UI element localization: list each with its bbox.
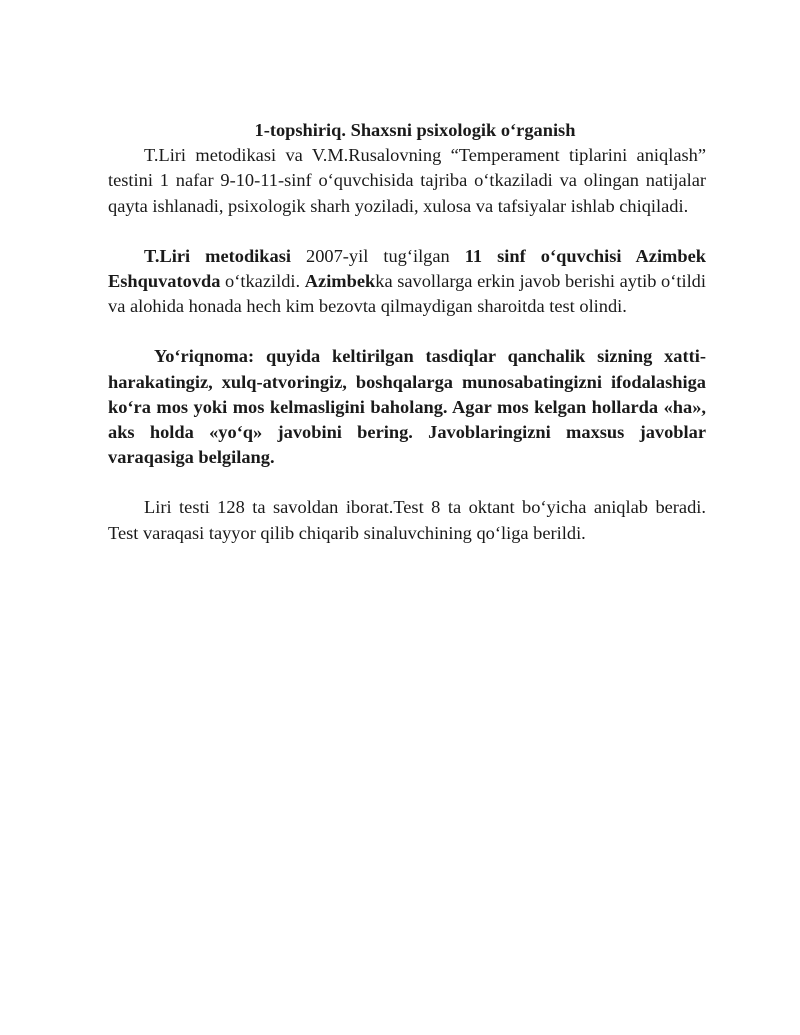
test-description-paragraph: Liri testi 128 ta savoldan iborat.Test 8 ta oktant bo‘yicha aniqlab beradi. Test varaqasi tayyor qilib chiqarib sinaluvchining qo‘liga berildi. xyxy=(108,497,706,543)
intro-paragraph: T.Liri metodikasi va V.M.Rusalovning “Temperament tiplarini aniqlash” testini 1 nafar 9-10-11-sinf o‘quvchisida tajriba o‘tkaziladi va olingan natijalar qayta ishlanadi, psixologik sharh yoziladi, xulosa va tafsiyalar ishlab chiqiladi. xyxy=(108,145,706,216)
instruction-paragraph: Yo‘riqnoma: quyida keltirilgan tasdiqlar qanchalik sizning xatti-harakatingiz, xulq-atvoringiz, boshqalarga munosabatingizni ifodalashiga ko‘ra mos yoki mos kelmasligini baholang. Agar mos kelgan hollarda «ha», aks holda «yo‘q» javobini bering. Javoblaringizni maxsus javoblar varaqasiga belgilang. xyxy=(108,346,706,468)
method-text-3: ka savollarga erkin javob berishi aytib o‘tildi va alohida honada hech kim bezovta qilmaydigan sharoitda test olindi. xyxy=(108,271,706,317)
method-text-1: 2007-yil tug‘ilgan xyxy=(291,245,465,266)
method-name: T.Liri metodikasi xyxy=(144,245,291,266)
document-page xyxy=(108,118,706,546)
student-first-name: Azimbek xyxy=(304,271,376,292)
spacer xyxy=(108,470,706,495)
spacer xyxy=(108,219,706,244)
student-name: 11 sinf o‘quvchisi Azimbek Eshquvatovda xyxy=(108,245,706,292)
document-title: 1-topshiriq. Shaxsni psixologik o‘rganish xyxy=(254,120,576,140)
method-paragraph xyxy=(108,244,706,320)
method-text-2: o‘tkazildi. xyxy=(220,271,305,292)
spacer xyxy=(108,319,706,344)
